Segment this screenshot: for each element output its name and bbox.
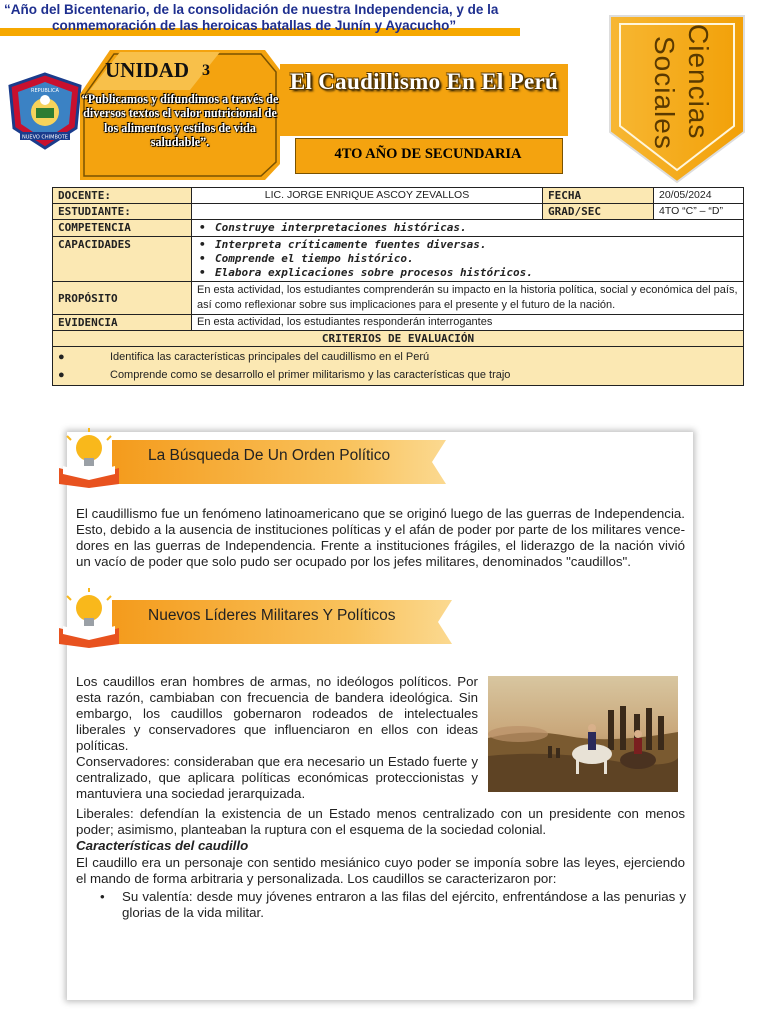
- motto-line-2: conmemoración de las heroicas batallas de Junín y Ayacucho”: [52, 18, 457, 33]
- capacidad-item: • Elabora explicaciones sobre procesos históricos.: [215, 266, 738, 280]
- section-2-paragraph-3: Liberales: defendían la existencia de un Estado menos centralizado con un presidente con menos poder; asimismo, planteaban la ruptura con el esquema de la sociedad colonial.: [76, 806, 685, 837]
- bullet-icon: •: [100, 889, 105, 904]
- lightbulb-book-icon: [55, 588, 125, 648]
- capacidades-label: CAPACIDADES: [53, 237, 192, 282]
- svg-text:REPUBLICA: REPUBLICA: [31, 88, 59, 94]
- lightbulb-book-icon: [55, 428, 125, 488]
- competencia-value: [192, 220, 744, 237]
- table-row: [53, 282, 744, 315]
- criterios-header: CRITERIOS DE EVALUACIÓN: [53, 331, 744, 347]
- evidencia-value: En esta actividad, los estudiantes responderán interrogantes: [192, 315, 744, 331]
- motto-line-1: “Año del Bicentenario, de la consolidación de nuestra Independencia, y de la: [4, 2, 499, 17]
- gradsec-value: 4TO “C” – “D”: [654, 204, 744, 220]
- criterio-item: ● Comprende como se desarrollo el primer militarismo y las características que trajo: [58, 366, 738, 384]
- docente-value: LIC. JORGE ENRIQUE ASCOY ZEVALLOS: [192, 188, 543, 204]
- section-title-2: Nuevos Líderes Militares Y Políticos: [148, 607, 396, 624]
- section-title-1: La Búsqueda De Un Orden Político: [148, 447, 391, 464]
- characteristics-list: [100, 889, 686, 921]
- subject-word-1: Ciencias: [683, 24, 714, 140]
- criterios-list: [53, 347, 744, 386]
- section-2-subheading: Características del caudillo: [76, 838, 249, 853]
- proposito-value: En esta actividad, los estudiantes comprenderán su impacto en la historia política, social y económica del país, así como reflexionar sobre sus implicaciones para el presente y el futuro de la nación.: [192, 282, 744, 315]
- criterio-text: Comprende como se desarrollo el primer militarismo y las características que trajo: [110, 369, 511, 381]
- table-row: [53, 220, 744, 237]
- docente-label: DOCENTE:: [53, 188, 192, 204]
- estudiante-value[interactable]: [192, 204, 543, 220]
- fecha-value: 20/05/2024: [654, 188, 744, 204]
- evidencia-label: EVIDENCIA: [53, 315, 192, 331]
- list-item: [100, 889, 686, 921]
- unit-label: UNIDAD: [105, 58, 189, 82]
- competencia-item: • Construye interpretaciones históricas.: [215, 221, 738, 235]
- table-row: [53, 331, 744, 347]
- section-2-paragraph-4: El caudillo era un personaje con sentido mesiánico cuyo poder se imponía sobre las leyes, ejerciendo el mando de forma arbitraria y personalizada. Los caudillos se caracterizaron por:: [76, 855, 685, 886]
- competencia-label: COMPETENCIA: [53, 220, 192, 237]
- section-2-paragraph-2: Conservadores: consideraban que era necesario un Estado fuerte y centralizado, que aplicara políticas económicas proteccionistas y mantuviera una sociedad jerarquizada.: [76, 754, 478, 801]
- section-1-paragraph: El caudillismo fue un fenómeno latinoamericano que se originó luego de las guerras de Independencia. Esto, debido a la ausencia de instituciones políticas y el afán de poder por parte de los militares vence- dores en las guerras de Independencia. Frente a instituciones frágiles, el liderazgo de la nación vivió un vacío de poder que solo pudo ser ocupado por los jefes militares, denominados "caudillos".: [76, 506, 685, 569]
- fecha-label: FECHA: [543, 188, 654, 204]
- table-row: [53, 237, 744, 282]
- table-row: [53, 347, 744, 386]
- estudiante-label: ESTUDIANTE:: [53, 204, 192, 220]
- subject-label: [640, 24, 730, 154]
- proposito-label: PROPÓSITO: [53, 282, 192, 315]
- list-item-text: Su valentía: desde muy jóvenes entraron a las filas del ejército, enfrentándose a las penurias y glorias de la vida militar.: [122, 889, 686, 920]
- school-logo: [6, 72, 84, 150]
- capacidad-item: • Comprende el tiempo histórico.: [215, 252, 738, 266]
- capacidades-value: [192, 237, 744, 282]
- criterio-text: Identifica las características principales del caudillismo en el Perú: [110, 351, 430, 363]
- unit-number: 3: [202, 62, 210, 79]
- table-row: [53, 315, 744, 331]
- year-motto: [4, 2, 564, 34]
- grade-label: 4TO AÑO DE SECUNDARIA: [334, 146, 522, 162]
- capacidad-item: • Interpreta críticamente fuentes diversas.: [215, 238, 738, 252]
- criterio-item: ● Identifica las características principales del caudillismo en el Perú: [58, 348, 738, 366]
- svg-text:NUEVO CHIMBOTE: NUEVO CHIMBOTE: [22, 134, 68, 141]
- section-2-paragraph-1: Los caudillos eran hombres de armas, no ideólogos políticos. Por esta razón, cambiaban con frecuencia de bandera ideológica. Sin embargo, los caudillos gobernaron rodeados de intelectuales liberales y conservadores que influenciaron en ellos con ideas políticas.: [76, 674, 478, 753]
- gradsec-label: GRAD/SEC: [543, 204, 654, 220]
- subject-word-2: Sociales: [649, 36, 680, 150]
- table-row: [53, 188, 744, 204]
- battle-painting-image: [488, 676, 678, 792]
- table-row: [53, 204, 744, 220]
- info-table: [52, 187, 744, 386]
- unit-quote: “Publicamos y difundimos a través de diversos textos el valor nutricional de los alimentos y estilos de vida saludable”.: [81, 92, 279, 150]
- page-title: El Caudillismo En El Perú: [289, 69, 559, 94]
